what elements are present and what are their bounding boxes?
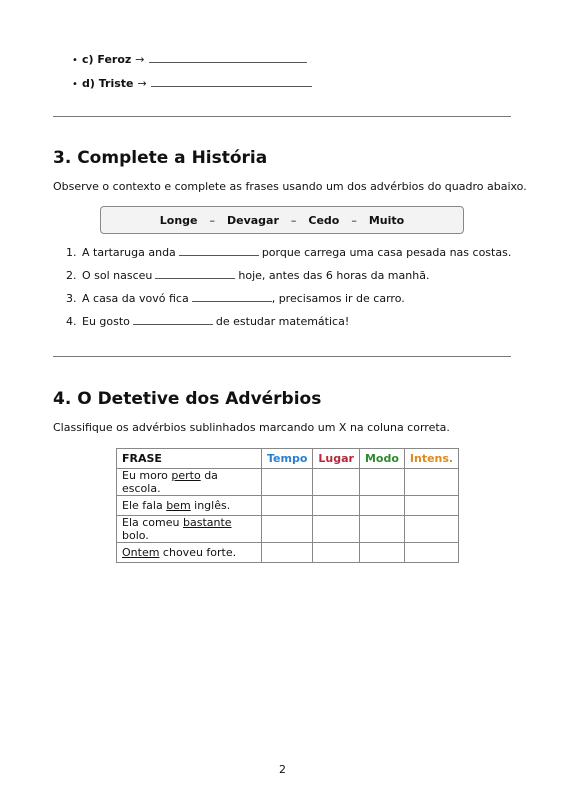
word-bank-word: Devagar [226, 213, 279, 227]
adverb-classification-table [116, 448, 459, 563]
word-bank-word: Longe [159, 213, 198, 227]
checkbox-cell-intensidade[interactable] [404, 469, 458, 496]
table-row [117, 543, 459, 563]
sentence-text: inglês. [190, 499, 231, 512]
list-item [72, 52, 312, 76]
sentence-start: Eu gosto [82, 315, 130, 328]
sentence-end: porque carrega uma casa pesada nas costas. [261, 246, 512, 259]
bullet-icon: • [72, 55, 78, 66]
sentence-cell [117, 469, 262, 496]
underlined-adverb: perto [171, 469, 201, 482]
checkbox-cell-modo[interactable] [359, 516, 404, 543]
answer-blank[interactable] [179, 245, 259, 256]
section-4-title: 4. O Detetive dos Advérbios [53, 389, 322, 409]
answer-blank[interactable] [155, 268, 235, 279]
sentence-end: , precisamos ir de carro. [271, 292, 405, 305]
sentence-start: O sol nasceu [82, 269, 153, 282]
checkbox-cell-lugar[interactable] [313, 469, 360, 496]
section-3-title: 3. Complete a História [53, 148, 268, 168]
header-modo: Modo [359, 449, 404, 469]
word-bank-word: Cedo [308, 213, 340, 227]
checkbox-cell-modo[interactable] [359, 496, 404, 516]
sentence-text: choveu forte. [159, 546, 237, 559]
header-lugar: Lugar [313, 449, 360, 469]
bullet-label: c) Feroz [82, 53, 132, 66]
table-row [117, 516, 459, 543]
sentence-text: Ela comeu [122, 516, 183, 529]
list-item [66, 314, 511, 337]
answer-blank[interactable] [192, 291, 272, 302]
header-frase: FRASE [117, 449, 262, 469]
checkbox-cell-intensidade[interactable] [404, 516, 458, 543]
answer-line[interactable] [151, 76, 312, 87]
list-item [66, 268, 511, 291]
word-bank-word: Muito [368, 213, 405, 227]
checkbox-cell-tempo[interactable] [262, 496, 313, 516]
section-3-instruction: Observe o contexto e complete as frases usando um dos advérbios do quadro abaixo. [53, 180, 527, 193]
table-header-row [117, 449, 459, 469]
checkbox-cell-lugar[interactable] [313, 496, 360, 516]
story-sentence-list [66, 245, 511, 337]
sentence-text: bolo. [122, 529, 149, 542]
checkbox-cell-lugar[interactable] [313, 516, 360, 543]
sentence-end: de estudar matemática! [215, 315, 350, 328]
checkbox-cell-intensidade[interactable] [404, 543, 458, 563]
arrow-icon: → [135, 53, 145, 66]
table-row [117, 469, 459, 496]
arrow-icon: → [137, 77, 147, 90]
list-item [72, 76, 312, 100]
sentence-text: Eu moro [122, 469, 172, 482]
item-number: 4. [66, 315, 77, 328]
page-number: 2 [279, 763, 286, 776]
bullet-label: d) Triste [82, 77, 134, 90]
item-number: 3. [66, 292, 77, 305]
header-tempo: Tempo [262, 449, 313, 469]
word-bank-box [100, 206, 464, 234]
underlined-adverb: bastante [182, 516, 232, 529]
sentence-text: Ele fala [122, 499, 167, 512]
answer-line[interactable] [149, 52, 307, 63]
checkbox-cell-lugar[interactable] [313, 543, 360, 563]
word-separator: – [290, 213, 297, 227]
header-intensidade: Intens. [404, 449, 458, 469]
underlined-adverb: Ontem [122, 546, 160, 559]
sentence-end: hoje, antes das 6 horas da manhã. [238, 269, 430, 282]
bullet-list [72, 52, 312, 100]
checkbox-cell-tempo[interactable] [262, 469, 313, 496]
checkbox-cell-modo[interactable] [359, 469, 404, 496]
checkbox-cell-intensidade[interactable] [404, 496, 458, 516]
item-number: 2. [66, 269, 77, 282]
divider [53, 116, 511, 117]
sentence-start: A casa da vovó fica [82, 292, 189, 305]
word-separator: – [209, 213, 215, 227]
sentence-start: A tartaruga anda [82, 246, 176, 259]
checkbox-cell-modo[interactable] [359, 543, 404, 563]
checkbox-cell-tempo[interactable] [262, 543, 313, 563]
section-4-instruction: Classifique os advérbios sublinhados marcando um X na coluna correta. [53, 421, 450, 434]
word-separator: – [351, 213, 357, 227]
divider [53, 356, 511, 357]
table-row [117, 496, 459, 516]
item-number: 1. [66, 246, 77, 259]
list-item [66, 245, 511, 268]
answer-blank[interactable] [133, 314, 213, 325]
sentence-cell [117, 496, 262, 516]
sentence-text: da escola. [122, 469, 218, 495]
underlined-adverb: bem [166, 499, 191, 512]
list-item [66, 291, 511, 314]
sentence-cell [117, 516, 262, 543]
bullet-icon: • [72, 79, 78, 90]
checkbox-cell-tempo[interactable] [262, 516, 313, 543]
sentence-cell [117, 543, 262, 563]
